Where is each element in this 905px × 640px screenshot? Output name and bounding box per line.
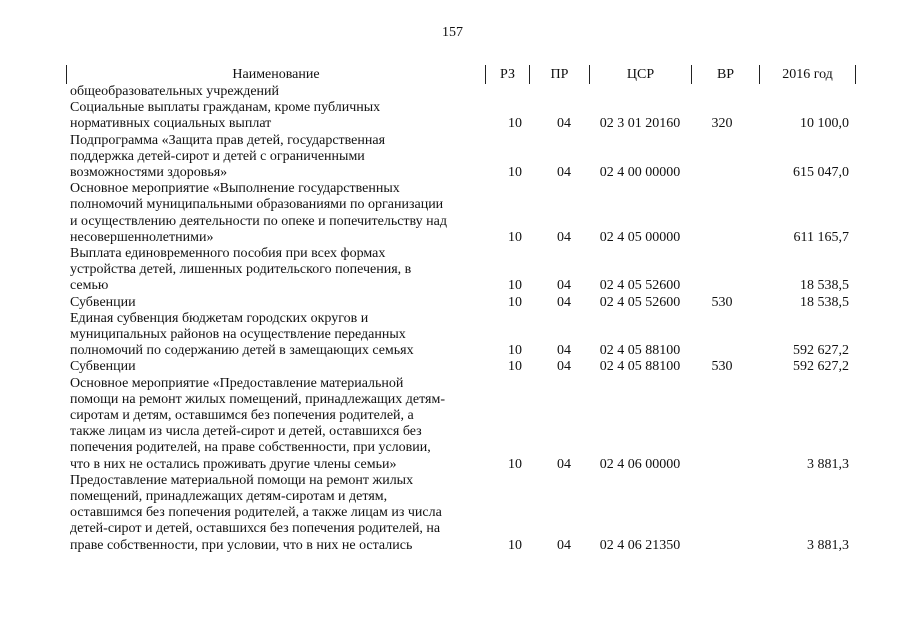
row-csr: 02 4 05 88100	[599, 359, 681, 375]
table-row	[0, 376, 905, 473]
row-pr: 04	[557, 537, 571, 553]
table-row	[0, 473, 905, 554]
row-name: Предоставление материальной помощи на ремонт жилых помещений, принадлежащих детям-сиротам и детям, оставшимся без попечения родителей, а также лицам из числа детей-сирот и детей, оставшихся без попечения родителей, на праве собственности, при условии, что в них не остались	[70, 472, 442, 553]
row-name: Субвенции	[70, 359, 136, 375]
row-csr: 02 4 00 00000	[599, 164, 681, 180]
header-rz: РЗ	[485, 65, 529, 84]
row-name: общеобразовательных учреждений	[70, 84, 280, 99]
row-sum: 592 627,2	[793, 343, 849, 359]
header-name: Наименование	[66, 65, 485, 84]
row-name: Основное мероприятие «Предоставление материальной помощи на ремонт жилых помещений, принадлежащих детям- сиротам и детям, оставшимся без попечения родителей, а также лицам из числа детей-сирот и детей, оставшихся без попечения родителей, на праве собственности, при условии, что в них не остались проживать другие члены семьи»	[70, 375, 445, 472]
page-number: 157	[442, 25, 463, 40]
row-pr: 04	[557, 278, 571, 294]
table-row	[0, 84, 905, 100]
row-pr: 04	[557, 359, 571, 375]
row-pr: 04	[557, 116, 571, 132]
row-vr: 530	[711, 359, 733, 375]
header-year: 2016 год	[759, 65, 856, 84]
table-row	[0, 181, 905, 246]
row-rz: 10	[508, 359, 522, 375]
row-pr: 04	[557, 456, 571, 472]
row-pr: 04	[557, 343, 571, 359]
row-name: Социальные выплаты гражданам, кроме публичных нормативных социальных выплат	[70, 100, 381, 132]
row-sum: 615 047,0	[793, 164, 849, 180]
row-csr: 02 4 05 52600	[599, 294, 681, 310]
row-pr: 04	[557, 229, 571, 245]
row-rz: 10	[508, 294, 522, 310]
table-row	[0, 295, 905, 311]
row-sum: 592 627,2	[793, 359, 849, 375]
row-sum: 3 881,3	[807, 456, 849, 472]
row-pr: 04	[557, 164, 571, 180]
table-body	[0, 84, 905, 554]
row-vr: 530	[711, 294, 733, 310]
row-vr: 320	[711, 116, 733, 132]
table-row	[0, 359, 905, 375]
row-sum: 3 881,3	[807, 537, 849, 553]
row-rz: 10	[508, 229, 522, 245]
row-sum: 18 538,5	[800, 294, 849, 310]
row-name: Единая субвенция бюджетам городских округов и муниципальных районов на осуществление переданных полномочий по содержанию детей в замещающих семьях	[70, 310, 414, 359]
row-csr: 02 4 05 52600	[599, 278, 681, 294]
row-sum: 10 100,0	[800, 116, 849, 132]
row-rz: 10	[508, 278, 522, 294]
row-sum: 611 165,7	[793, 229, 849, 245]
row-csr: 02 4 05 00000	[599, 229, 681, 245]
row-csr: 02 4 05 88100	[599, 343, 681, 359]
header-pr: ПР	[529, 65, 589, 84]
header-csr: ЦСР	[589, 65, 691, 84]
row-rz: 10	[508, 537, 522, 553]
row-csr: 02 3 01 20160	[599, 116, 681, 132]
table-row	[0, 100, 905, 132]
row-name: Субвенции	[70, 294, 136, 310]
row-pr: 04	[557, 294, 571, 310]
row-sum: 18 538,5	[800, 278, 849, 294]
table-row	[0, 311, 905, 360]
row-name: Подпрограмма «Защита прав детей, государственная поддержка детей-сирот и детей с ограниченными возможностями здоровья»	[70, 132, 386, 180]
table-row	[0, 133, 905, 182]
row-csr: 02 4 06 00000	[599, 456, 681, 472]
row-name: Основное мероприятие «Выполнение государственных полномочий муниципальными образованиями по организации и осуществлению деятельности по опеке и попечительству над несовершеннолетними»	[70, 181, 447, 245]
row-rz: 10	[508, 456, 522, 472]
row-rz: 10	[508, 164, 522, 180]
header-vr: ВР	[691, 65, 759, 84]
row-rz: 10	[508, 116, 522, 132]
row-rz: 10	[508, 343, 522, 359]
row-name: Выплата единовременного пособия при всех формах устройства детей, лишенных родительского попечения, в семью	[70, 245, 412, 294]
row-csr: 02 4 06 21350	[599, 537, 681, 553]
table-row	[0, 246, 905, 295]
